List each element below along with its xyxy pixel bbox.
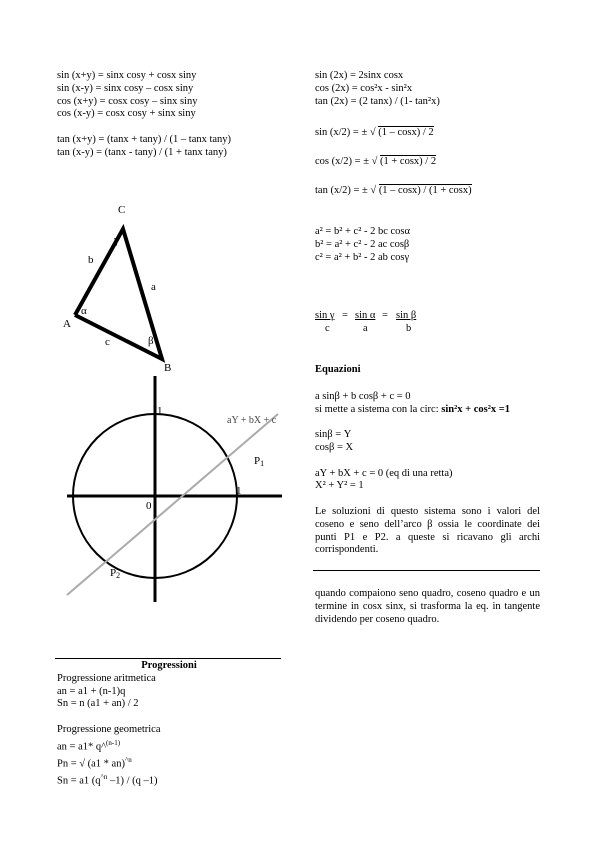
equazioni-note: quando compaiono seno quadro, coseno quadro e un termine in cosx sinx, si trasforma la eq. in tangente dividendo per coseno quadro.: [315, 588, 540, 625]
formula-line: a² = b² + c² - 2 bc cosα: [315, 226, 411, 237]
formula-line: cos (x+y) = cosx cosy – sinx siny: [57, 95, 198, 107]
line-label: aY + bX + c: [227, 415, 277, 426]
side-c: c: [105, 336, 110, 348]
unit-circle-diagram: [60, 372, 285, 607]
formula-line: b² = a² + c² - 2 ac cosβ: [315, 238, 410, 250]
label-1-right: 1: [236, 485, 242, 497]
equazioni-section: Equazioni a sinβ + b cosβ + c = 0 si mette a sistema con la circ: sin²x + cos²x =1 sinβ = Y cosβ = X aY + bX + c = 0 (eq di una retta) X² + Y² = 1 Le soluzioni di questo sistema sono i valori del coseno e seno dell’arco β ossia le coordinate dei punti P1 e P2. a queste si ricavano gli archi corrispondenti.: [315, 364, 540, 556]
formula-line: sin (x-y) = sinx cosy – cosx siny: [57, 82, 194, 94]
divider: [313, 570, 540, 571]
formula-line: sin (2x) = 2sinx cosx: [315, 70, 404, 81]
radicand: (1 + cosx) / 2: [379, 156, 437, 167]
progressioni-section: Progressioni Progressione aritmetica an = a1 + (n-1)q Sn = n (a1 + an) / 2 Progressione geometrica an = a1* q^$^{(n-1)}$ Pn = √ (a1 * an)$^{\^{}n}$ Sn = a1 ($q^{\^{}n}$ –1) / (q –1): [57, 660, 281, 789]
vertex-c: C: [118, 204, 126, 216]
formula-line: cos (2x) = cos²x - sin²x: [315, 82, 413, 94]
half-cos-formula: cos (x/2) = ± √ (1 + cosx) / 2: [315, 156, 437, 167]
radicand: (1 – cosx) / (1 + cosx): [378, 185, 472, 196]
section-title: Progressioni: [141, 660, 197, 671]
cosine-law: [315, 226, 410, 264]
label-0: 0: [146, 500, 152, 512]
formula-line: tan (2x) = (2 tanx) / (1- tan²x): [315, 95, 440, 107]
angle-beta: β: [148, 335, 154, 347]
radicand: (1 – cosx) / 2: [378, 127, 434, 138]
formula-line: tan (x+y) = (tanx + tany) / (1 – tanx tany): [57, 133, 232, 145]
label-p2: P2: [110, 567, 121, 580]
label-1-top: 1: [157, 405, 163, 417]
section-title: Equazioni: [315, 364, 361, 375]
double-angle-formulas: [315, 70, 440, 108]
formula-line: sin (x+y) = sinx cosy + cosx siny: [57, 70, 197, 81]
equazioni-paragraph: Le soluzioni di questo sistema sono i valori del coseno e seno dell’arco β ossia le coordinate dei punti P1 e P2. a queste si ricavano gli archi corrispondenti.: [315, 505, 540, 556]
label-p1: P1: [254, 455, 265, 468]
vertex-b: B: [164, 362, 172, 374]
half-tan-formula: tan (x/2) = ± √ (1 – cosx) / (1 + cosx): [315, 185, 472, 196]
side-b: b: [88, 254, 94, 266]
secant-line: [67, 414, 278, 595]
angle-alpha: α: [81, 305, 87, 317]
triangle-diagram: [50, 195, 210, 380]
divider: [55, 658, 281, 659]
vertex-a: A: [63, 318, 71, 330]
half-sin-formula: sin (x/2) = ± √ (1 – cosx) / 2: [315, 127, 434, 138]
formula-line: cos (x-y) = cosx cosy + sinx siny: [57, 108, 196, 120]
formula-line: c² = a² + b² - 2 ab cosγ: [315, 251, 410, 263]
addition-formulas: [57, 70, 231, 160]
side-a: a: [151, 281, 156, 293]
angle-gamma: γ: [114, 234, 119, 246]
formula-line: tan (x-y) = (tanx - tany) / (1 + tanx tany): [57, 146, 227, 158]
